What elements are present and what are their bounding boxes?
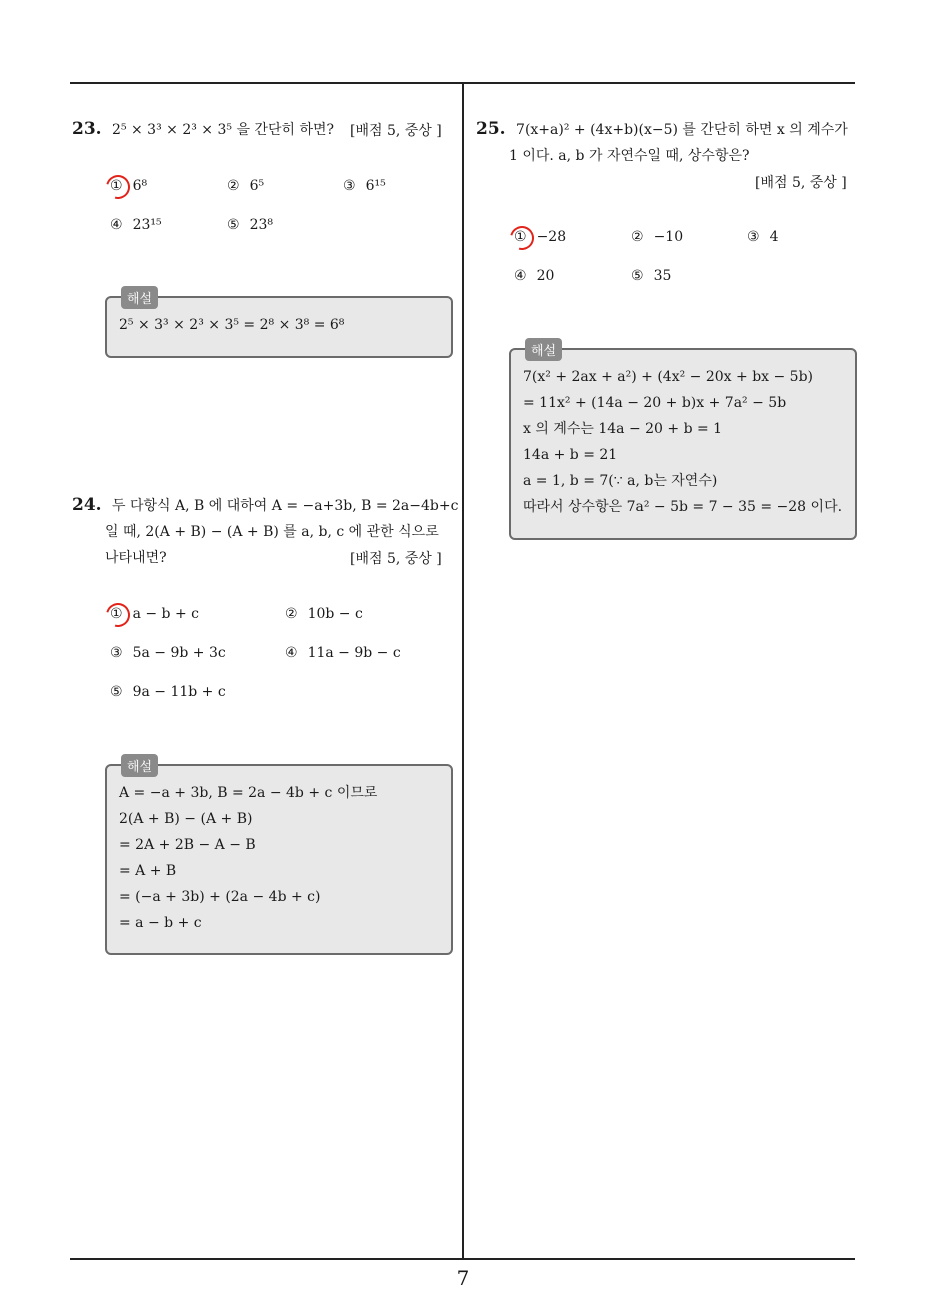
solution-line: A = −a + 3b, B = 2a − 4b + c 이므로	[119, 785, 378, 801]
choice-4[interactable]: ④ 11a − 9b − c	[285, 645, 401, 661]
choice-2[interactable]: ② 6⁵	[227, 178, 265, 194]
choice-3[interactable]: ③ 5a − 9b + 3c	[110, 645, 226, 661]
choice-3[interactable]: ③ 6¹⁵	[343, 178, 386, 194]
question-text: 일 때, 2(A + B) − (A + B) 를 a, b, c 에 관한 식으로	[105, 524, 439, 540]
solution-line: 14a + b = 21	[523, 447, 618, 463]
question-number: 23.	[72, 119, 102, 139]
choice-5[interactable]: ⑤ 9a − 11b + c	[110, 684, 226, 700]
choice-3[interactable]: ③ 4	[747, 229, 779, 245]
solution-line: = (−a + 3b) + (2a − 4b + c)	[119, 889, 321, 905]
question-text: 두 다항식 A, B 에 대하여 A = −a+3b, B = 2a−4b+c	[112, 498, 459, 514]
solution-line: a = 1, b = 7(∵ a, b는 자연수)	[523, 473, 718, 489]
solution-line: = A + B	[119, 863, 177, 879]
choice-2[interactable]: ② −10	[631, 229, 684, 245]
choice-1[interactable]: ① a − b + c	[110, 606, 199, 622]
score-label: [배점 5, 중상 ]	[350, 123, 442, 139]
solution-line: = 11x² + (14a − 20 + b)x + 7a² − 5b	[523, 395, 787, 411]
solution-label: 해설	[121, 286, 158, 309]
bottom-rule	[70, 1258, 855, 1260]
choice-5[interactable]: ⑤ 35	[631, 268, 672, 284]
solution-label: 해설	[525, 338, 562, 361]
solution-line: 따라서 상수항은 7a² − 5b = 7 − 35 = −28 이다.	[523, 499, 843, 515]
choice-1[interactable]: ① −28	[514, 229, 567, 245]
solution-line: 2(A + B) − (A + B)	[119, 811, 253, 827]
choice-1[interactable]: ① 6⁸	[110, 178, 148, 194]
score-label: [배점 5, 중상 ]	[350, 551, 442, 567]
choice-5[interactable]: ⑤ 23⁸	[227, 217, 273, 233]
question-text: 7(x+a)² + (4x+b)(x−5) 를 간단히 하면 x 의 계수가	[516, 122, 848, 138]
solution-line: = a − b + c	[119, 915, 202, 931]
question-25	[476, 116, 848, 169]
page-number: 7	[456, 1266, 470, 1290]
choice-4[interactable]: ④ 23¹⁵	[110, 217, 162, 233]
choice-4[interactable]: ④ 20	[514, 268, 555, 284]
solution-line: x 의 계수는 14a − 20 + b = 1	[523, 421, 723, 437]
solution-box-25	[509, 344, 857, 540]
question-text: 나타내면?	[105, 550, 167, 566]
solution-line: 2⁵ × 3³ × 2³ × 3⁵ = 2⁸ × 3⁸ = 6⁸	[119, 317, 345, 333]
solution-line: = 2A + 2B − A − B	[119, 837, 256, 853]
solution-line: 7(x² + 2ax + a²) + (4x² − 20x + bx − 5b)	[523, 369, 814, 385]
solution-box-24	[105, 760, 453, 955]
question-23	[72, 116, 334, 143]
solution-label: 해설	[121, 754, 158, 777]
score-label: [배점 5, 중상 ]	[755, 175, 847, 191]
column-divider	[462, 82, 464, 1259]
choice-2[interactable]: ② 10b − c	[285, 606, 363, 622]
solution-box-23	[105, 292, 453, 358]
question-number: 25.	[476, 119, 506, 139]
question-text: 1 이다. a, b 가 자연수일 때, 상수항은?	[509, 148, 750, 164]
question-number: 24.	[72, 495, 102, 515]
question-text: 2⁵ × 3³ × 2³ × 3⁵ 을 간단히 하면?	[112, 122, 335, 138]
